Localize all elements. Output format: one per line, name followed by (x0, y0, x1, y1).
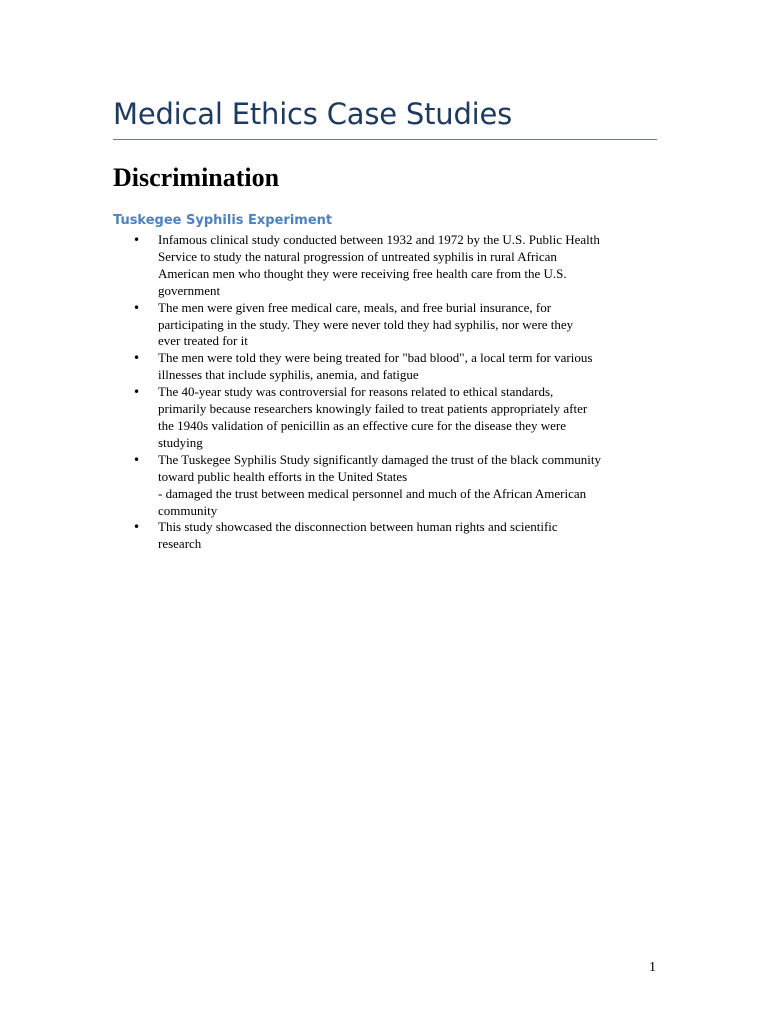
bullet-dot-icon: • (133, 452, 141, 467)
bullet-text-line: The Tuskegee Syphilis Study significantly damaged the trust of the black community (158, 451, 602, 467)
page-number: 1 (649, 960, 656, 975)
list-item (113, 384, 673, 452)
title-underline-rule (113, 139, 657, 140)
bullet-text-line: illnesses that include syphilis, anemia, and fatigue (158, 367, 419, 383)
bullet-dot-icon: • (133, 520, 141, 535)
bullet-text-line: primarily because researchers knowingly failed to treat patients appropriately after (158, 401, 588, 417)
bullet-dot-icon: • (133, 233, 141, 247)
list-item (113, 350, 673, 384)
list-item (113, 232, 673, 300)
bullet-text-line: - damaged the trust between medical personnel and much of the African American (158, 485, 587, 501)
bullet-text-line: Service to study the natural progression of untreated syphilis in rural African (158, 248, 557, 264)
bullet-dot-icon: • (133, 351, 141, 366)
bullet-text-line: The men were told they were being treated for "bad blood", a local term for various (158, 350, 593, 366)
list-item (113, 452, 673, 520)
bullet-text-line: The 40-year study was controversial for reasons related to ethical standards, (158, 384, 554, 400)
section-heading: Discrimination (113, 163, 280, 192)
bullet-dot-icon: • (133, 385, 141, 400)
subsection-heading: Tuskegee Syphilis Experiment (113, 213, 333, 228)
bullet-text-line: Infamous clinical study conducted between 1932 and 1972 by the U.S. Public Health (158, 232, 600, 247)
bullet-text-line: The men were given free medical care, meals, and free burial insurance, for (158, 299, 552, 315)
bullet-text-line: studying (158, 434, 203, 450)
bullet-text-line: participating in the study. They were never told they had syphilis, nor were they (158, 316, 574, 332)
document-title: Medical Ethics Case Studies (113, 97, 513, 131)
bullet-text-line: This study showcased the disconnection between human rights and scientific (158, 519, 558, 535)
bullet-text-line: government (158, 282, 221, 298)
list-item (113, 519, 673, 553)
bullet-text-line: the 1940s validation of penicillin as an effective cure for the disease they were (158, 417, 567, 433)
bullet-text-line: community (158, 502, 218, 518)
bullet-text-line: toward public health efforts in the United States (158, 468, 408, 484)
bullet-text-line: American men who thought they were receiving free health care from the U.S. (158, 265, 567, 281)
bullet-dot-icon: • (133, 300, 141, 315)
list-item (113, 300, 673, 351)
bullet-list (113, 232, 673, 553)
bullet-text-line: research (158, 536, 202, 552)
bullet-text-line: ever treated for it (158, 333, 248, 349)
